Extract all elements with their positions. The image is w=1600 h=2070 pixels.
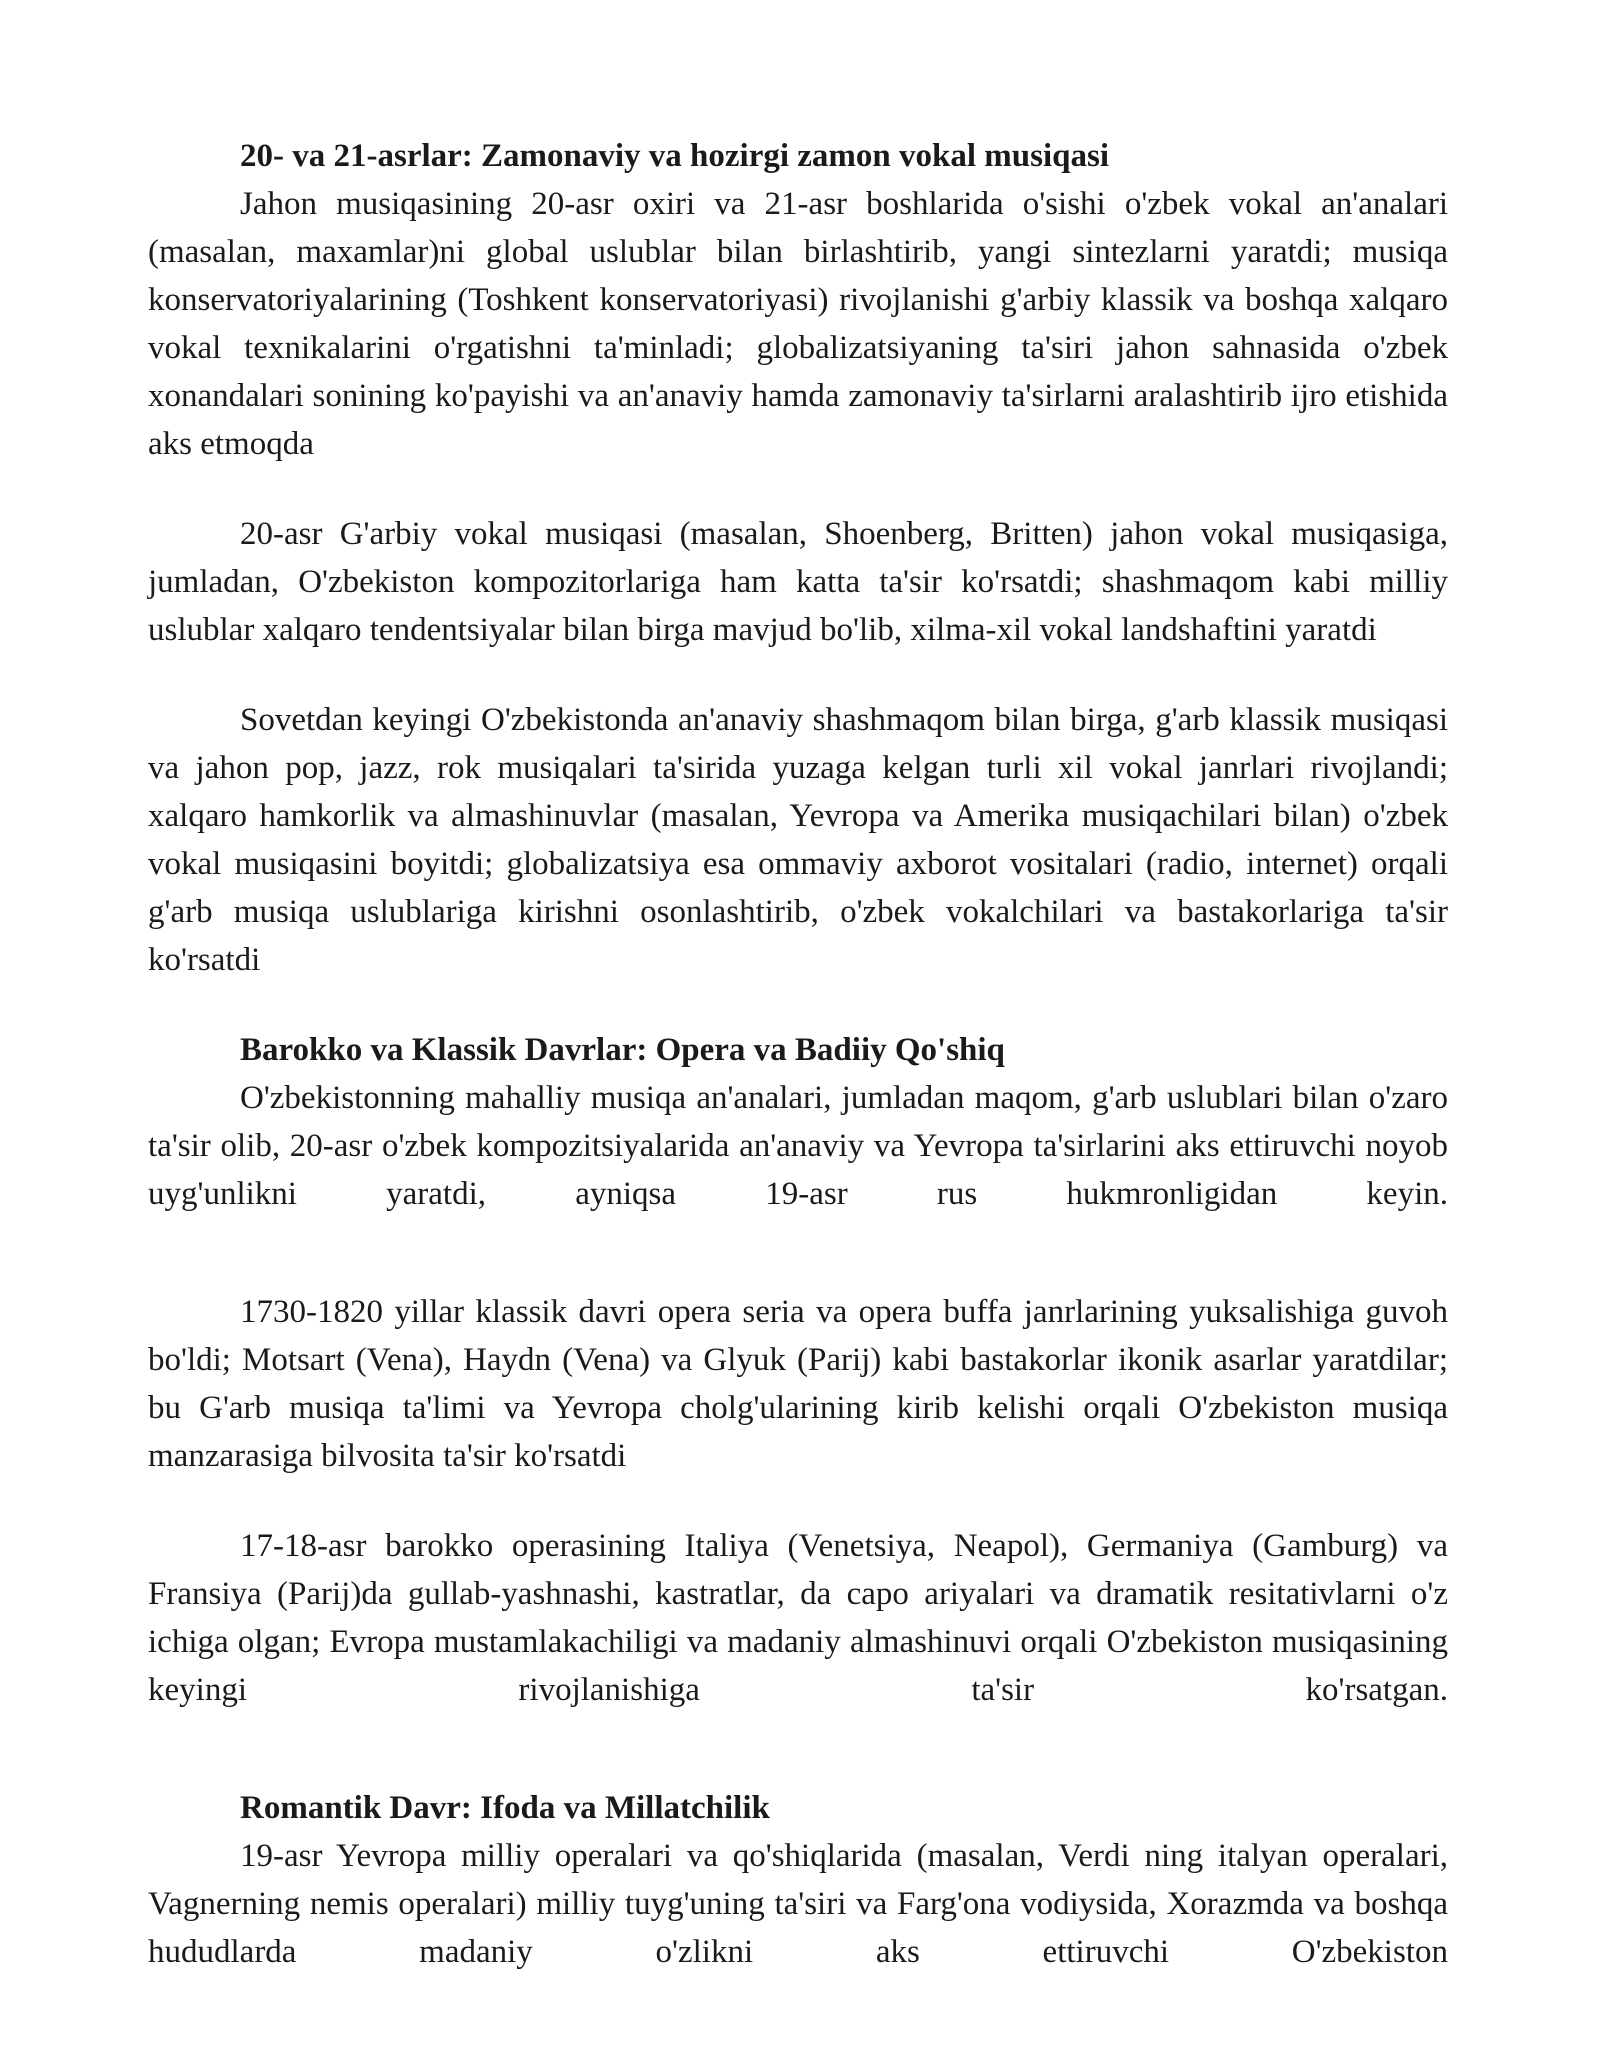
paragraph: O'zbekistonning mahalliy musiqa an'analari, jumladan maqom, g'arb uslublari bilan o'zaro ta'sir olib, 20-asr o'zbek kompozitsiyalarida an'anaviy va Yevropa ta'sirlarini aks ettiruvchi noyob uyg'unlikni yaratdi, ayniqsa 19-asr rus hukmronligidan keyin.: [148, 1080, 1448, 1212]
paragraph: 20-asr G'arbiy vokal musiqasi (masalan, Shoenberg, Britten) jahon vokal musiqasiga, jumladan, O'zbekiston kompozitorlariga ham katta ta'sir ko'rsatdi; shashmaqom kabi milliy uslublar xalqaro tendentsiyalar bilan birga mavjud bo'lib, xilma-xil vokal landshaftini yaratdi: [148, 516, 1448, 648]
paragraph: Jahon musiqasining 20-asr oxiri va 21-asr boshlarida o'sishi o'zbek vokal an'analari (masalan, maxamlar)ni global uslublar bilan birlashtirib, yangi sintezlarni yaratdi; musiqa konservatoriyalarining (Toshkent konservatoriyasi) rivojlanishi g'arbiy klassik va boshqa xalqaro vokal texnikalarini o'rgatishni ta'minladi; globalizatsiyaning ta'siri jahon sahnasida o'zbek xonandalari sonining ko'payishi va an'anaviy hamda zamonaviy ta'sirlarni aralashtirib ijro etishida aks etmoqda: [148, 186, 1448, 462]
paragraph: 19-asr Yevropa milliy operalari va qo'shiqlarida (masalan, Verdi ning italyan operalari, Vagnerning nemis operalari) milliy tuyg'uning ta'siri va Farg'ona vodiysida, Xorazmda va boshqa hududlarda madaniy o'zlikni aks ettiruvchi O'zbekiston: [148, 1838, 1448, 1970]
paragraph: 1730-1820 yillar klassik davri opera seria va opera buffa janrlarining yuksalishiga guvoh bo'ldi; Motsart (Vena), Haydn (Vena) va Glyuk (Parij) kabi bastakorlar ikonik asarlar yaratdilar; bu G'arb musiqa ta'limi va Yevropa cholg'ularining kirib kelishi orqali O'zbekiston musiqa manzarasiga bilvosita ta'sir ko'rsatdi: [148, 1294, 1448, 1474]
section-heading-20-21-century: 20- va 21-asrlar: Zamonaviy va hozirgi zamon vokal musiqasi: [240, 138, 1110, 174]
section-heading-baroque-classical: Barokko va Klassik Davrlar: Opera va Badiiy Qo'shiq: [240, 1032, 1005, 1068]
document-page: [148, 132, 1448, 1976]
paragraph: 17-18-asr barokko operasining Italiya (Venetsiya, Neapol), Germaniya (Gamburg) va Fransiya (Parij)da gullab-yashnashi, kastratlar, da capo ariyalari va dramatik resitativlarni o'z ichiga olgan; Evropa mustamlakachiligi va madaniy almashinuvi orqali O'zbekiston musiqasining keyingi rivojlanishiga ta'sir ko'rsatgan.: [148, 1528, 1448, 1708]
paragraph: Sovetdan keyingi O'zbekistonda an'anaviy shashmaqom bilan birga, g'arb klassik musiqasi va jahon pop, jazz, rok musiqalari ta'sirida yuzaga kelgan turli xil vokal janrlari rivojlandi; xalqaro hamkorlik va almashinuvlar (masalan, Yevropa va Amerika musiqachilari bilan) o'zbek vokal musiqasini boyitdi; globalizatsiya esa ommaviy axborot vositalari (radio, internet) orqali g'arb musiqa uslublariga kirishni osonlashtirib, o'zbek vokalchilari va bastakorlariga ta'sir ko'rsatdi: [148, 702, 1448, 978]
section-heading-romantic: Romantik Davr: Ifoda va Millatchilik: [240, 1790, 770, 1826]
